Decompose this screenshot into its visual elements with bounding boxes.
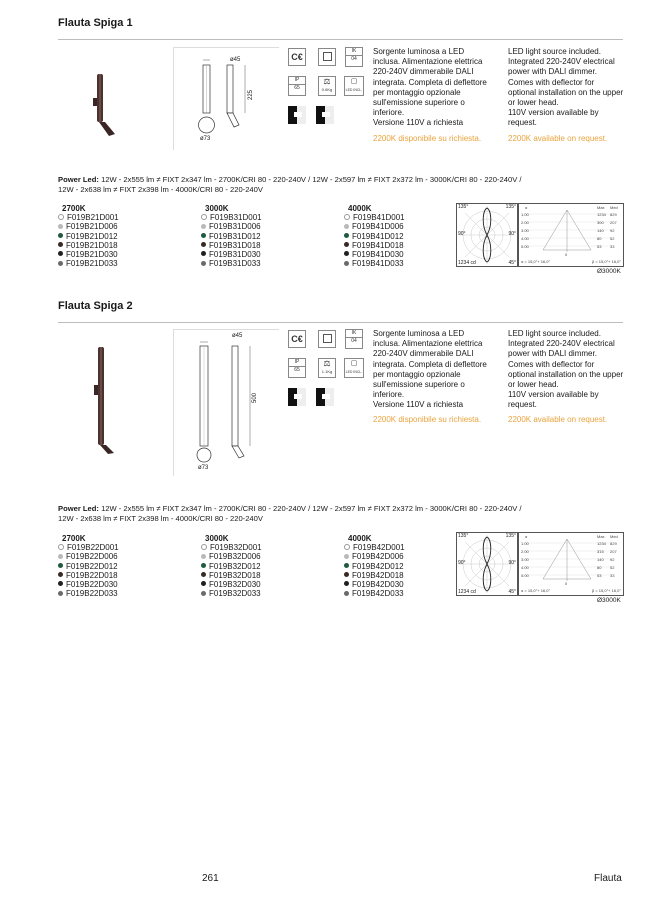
finish-dot [344, 554, 349, 559]
text: 0 [565, 252, 568, 257]
text: 140 [597, 557, 604, 562]
finish-dot [201, 233, 206, 238]
text: 92 [610, 557, 615, 562]
finish-dot [344, 563, 349, 568]
code-item [344, 589, 405, 598]
finish-dot [58, 544, 64, 550]
ip-label: IP [294, 77, 300, 83]
text: or lower head. [508, 380, 559, 390]
code-item [344, 562, 405, 571]
text: 45° [508, 589, 516, 595]
text: 135° [505, 533, 516, 539]
text: inclusa. Alimentazione elettrica [373, 339, 483, 349]
text: 5.00 [521, 573, 529, 578]
ce-mark-icon: C€ [288, 48, 306, 66]
text: 33 [610, 244, 615, 249]
text: per montaggio opzionale [373, 87, 461, 97]
finish-dot [201, 251, 206, 256]
finish-dot [58, 251, 63, 256]
mounting-icon-1 [288, 106, 306, 124]
text: F019B41D030 [352, 250, 404, 260]
text: F019B21D001 [67, 213, 119, 223]
power-line-2: 12W - 2x638 lm ≠ FIXT 2x398 lm - 4000K/CRI 80 - 220-240V [58, 185, 263, 194]
text: power with DALI dimmer. [508, 349, 597, 359]
text: Versione 110V a richiesta [373, 118, 464, 128]
finish-dot [58, 261, 63, 266]
text: 1234 cd [458, 589, 476, 595]
text: 4000K [348, 204, 372, 213]
note-english: 2200K available on request. [508, 134, 608, 143]
weight-value: 1.1Kg [321, 369, 333, 374]
power-led-spec [58, 504, 628, 524]
code-item [201, 589, 262, 598]
text: optional installation on the upper [508, 369, 624, 379]
code-item [201, 232, 262, 241]
finish-dot [344, 242, 349, 247]
finish-dot [201, 572, 206, 577]
ik-label: IK [351, 48, 357, 54]
text: 300 [597, 220, 604, 225]
description-english [508, 329, 638, 411]
text: inclusa. Alimentazione elettrica [373, 57, 483, 67]
finish-dot [58, 242, 63, 247]
ik-value: 04 [346, 55, 362, 63]
finish-dot [201, 224, 206, 229]
text: sull'emissione superiore o [373, 98, 465, 108]
product-1-dimension-drawing [195, 55, 275, 147]
text: 4.00 [521, 236, 529, 241]
finish-dot [344, 544, 350, 550]
text: F019B42D012 [352, 561, 404, 571]
text: 315 [597, 549, 604, 554]
code-item [58, 571, 119, 580]
description-english [508, 47, 638, 129]
text: F019B22D001 [67, 543, 119, 553]
text: F019B42D018 [352, 570, 404, 580]
led-included-icon: ▢ LED INCL. [344, 76, 364, 96]
code-item [201, 562, 262, 571]
text: β = 15,0°+ 16,0° [591, 588, 621, 593]
text: 52 [610, 236, 615, 241]
text: integrata. Completa di deflettore [373, 77, 487, 87]
code-item [58, 241, 119, 250]
code-item [201, 250, 262, 259]
finish-dot [201, 554, 206, 559]
code-item [201, 543, 262, 552]
finish-dot [344, 224, 349, 229]
code-item [58, 213, 119, 222]
text: 1234 cd [458, 260, 476, 266]
power-line-1: 12W - 2x555 lm ≠ FIXT 2x347 lm - 2700K/CRI 80 - 220-240V / 12W - 2x597 lm ≠ FIXT 2x372 lm - 3000K/CRI 80 - 220-240V / [101, 175, 522, 184]
dim-base: ø73 [200, 136, 211, 142]
code-item [344, 213, 405, 222]
code-item [201, 552, 262, 561]
text: 140 [597, 228, 604, 233]
text: F019B21D033 [66, 259, 118, 269]
class-ii-icon [318, 330, 336, 348]
product-2-title: Flauta Spiga 2 [58, 300, 133, 312]
text: Integrated 220-240V electrical [508, 339, 615, 349]
finish-dot [58, 563, 63, 568]
cone-diagram [518, 203, 624, 267]
finish-dot [201, 544, 207, 550]
power-line-1: 12W - 2x555 lm ≠ FIXT 2x347 lm - 2700K/CRI 80 - 220-240V / 12W - 2x597 lm ≠ FIXT 2x372 lm - 3000K/CRI 80 - 220-240V / [101, 504, 522, 513]
code-column-2700k [58, 534, 119, 598]
text: F019B32D006 [209, 552, 261, 562]
text: Med [610, 205, 618, 210]
text: power with DALI dimmer. [508, 67, 597, 77]
text: 110V version available by [508, 108, 599, 118]
code-item [344, 222, 405, 231]
text: 4.00 [521, 565, 529, 570]
text: 53 [597, 244, 602, 249]
finish-dot [344, 261, 349, 266]
text: β = 15,0°+ 16,0° [591, 259, 621, 264]
text: F019B42D033 [352, 589, 404, 599]
finish-dot [344, 581, 349, 586]
code-item [344, 552, 405, 561]
ik-rating [345, 47, 363, 67]
ip-label: IP [294, 359, 300, 365]
power-led-spec [58, 175, 628, 195]
section-name: Flauta [594, 873, 622, 884]
code-item [344, 259, 405, 268]
led-included-icon: ▢ LED INCL. [344, 358, 364, 378]
code-column-4000k [344, 534, 405, 598]
photometry-label: Ø3000K [597, 268, 621, 275]
finish-dot [344, 572, 349, 577]
note-italian: 2200K disponibile su richiesta. [373, 415, 482, 424]
text: F019B31D001 [210, 213, 262, 223]
finish-dot [201, 261, 206, 266]
text: 829 [610, 212, 617, 217]
text: F019B41D033 [352, 259, 404, 269]
text: F019B21D018 [66, 240, 118, 250]
page-number: 261 [202, 873, 219, 884]
class-ii-icon [318, 48, 336, 66]
text: F019B42D030 [352, 580, 404, 590]
text: F019B22D006 [66, 552, 118, 562]
text: Max [597, 534, 605, 539]
text: 829 [610, 541, 617, 546]
text: F019B21D006 [66, 222, 118, 232]
code-item [201, 241, 262, 250]
text: 80 [597, 565, 602, 570]
text: 90° [508, 231, 516, 237]
text: Comes with deflector for [508, 77, 595, 87]
text: 3.00 [521, 557, 529, 562]
divider [58, 39, 623, 40]
finish-dot [58, 554, 63, 559]
text: 3.00 [521, 228, 529, 233]
text: F019B42D006 [352, 552, 404, 562]
code-item [58, 222, 119, 231]
polar-diagram [456, 203, 518, 267]
weight-value: 0.6Kg [321, 87, 333, 92]
text: 1.00 [521, 212, 529, 217]
photometry-label: Ø3000K [597, 597, 621, 604]
text: or lower head. [508, 98, 559, 108]
text: 53 [597, 573, 602, 578]
code-item [344, 571, 405, 580]
dim-diameter: ø45 [230, 57, 241, 63]
text: 1234 [597, 541, 606, 546]
text: 220-240V dimmerabile DALI [373, 349, 474, 359]
finish-dot [58, 233, 63, 238]
finish-dot [344, 233, 349, 238]
text: F019B31D018 [209, 240, 261, 250]
code-item [58, 580, 119, 589]
text: request. [508, 400, 537, 410]
text: Max [597, 205, 605, 210]
code-item [201, 571, 262, 580]
text: 90° [458, 560, 466, 566]
text: 45° [508, 260, 516, 266]
text: F019B41D006 [352, 222, 404, 232]
dim-base: ø73 [198, 465, 209, 471]
product-2-photo [88, 345, 122, 455]
text: Sorgente luminosa a LED [373, 329, 465, 338]
code-item [58, 250, 119, 259]
polar-diagram [456, 532, 518, 596]
ip-value: 65 [289, 366, 305, 374]
code-item [344, 580, 405, 589]
text: F019B22D012 [66, 561, 118, 571]
code-item [58, 589, 119, 598]
text: Sorgente luminosa a LED [373, 47, 465, 56]
ip-value: 65 [289, 84, 305, 92]
code-item [201, 259, 262, 268]
text: F019B31D033 [209, 259, 261, 269]
text: 3000K [205, 204, 229, 213]
text: sull'emissione superiore o [373, 380, 465, 390]
code-item [201, 213, 262, 222]
ik-label: IK [351, 330, 357, 336]
text: F019B22D033 [66, 589, 118, 599]
text: F019B32D033 [209, 589, 261, 599]
text: Versione 110V a richiesta [373, 400, 464, 410]
text: inferiore. [373, 390, 405, 400]
finish-dot [201, 581, 206, 586]
code-item [58, 259, 119, 268]
text: 80 [597, 236, 602, 241]
description-italian [373, 47, 503, 129]
text: 220-240V dimmerabile DALI [373, 67, 474, 77]
finish-dot [58, 214, 64, 220]
finish-dot [58, 572, 63, 577]
code-item [344, 250, 405, 259]
code-item [58, 232, 119, 241]
text: F019B31D030 [209, 250, 261, 260]
led-included-label: LED INCL. [345, 370, 363, 374]
text: optional installation on the upper [508, 87, 624, 97]
dim-height: 225 [248, 89, 255, 101]
code-item [201, 222, 262, 231]
finish-dot [344, 251, 349, 256]
text: 1.00 [521, 541, 529, 546]
text: F019B41D018 [352, 240, 404, 250]
text: integrata. Completa di deflettore [373, 359, 487, 369]
code-column-4000k [344, 204, 405, 268]
text: α [525, 534, 528, 539]
text: α = 15,0°+ 16,0° [521, 259, 551, 264]
text: F019B32D030 [209, 580, 261, 590]
ip-rating [288, 358, 306, 378]
text: 1234 [597, 212, 606, 217]
power-label: Power Led: [58, 175, 99, 184]
mounting-icon-1 [288, 388, 306, 406]
product-1-photo [85, 70, 125, 140]
text: 2700K [62, 204, 86, 213]
text: F019B42D001 [353, 543, 405, 553]
text: F019B21D030 [66, 250, 118, 260]
text: F019B41D001 [353, 213, 405, 223]
dim-height: 500 [252, 392, 259, 404]
text: per montaggio opzionale [373, 369, 461, 379]
product-2-dimension-drawing [192, 338, 274, 470]
finish-dot [58, 581, 63, 586]
text: 5.00 [521, 244, 529, 249]
text: α [525, 205, 528, 210]
text: LED light source included. [508, 47, 601, 56]
text: 90° [458, 231, 466, 237]
text: 4000K [348, 534, 372, 543]
text: F019B21D012 [66, 231, 118, 241]
code-item [344, 543, 405, 552]
weight-icon: ⚖ 0.6Kg [318, 76, 336, 96]
text: 2700K [62, 534, 86, 543]
finish-dot [201, 214, 207, 220]
text: F019B41D012 [352, 231, 404, 241]
led-included-label: LED INCL. [345, 88, 363, 92]
note-english: 2200K available on request. [508, 415, 608, 424]
text: LED light source included. [508, 329, 601, 338]
text: 207 [610, 220, 617, 225]
text: 92 [610, 228, 615, 233]
text: F019B31D012 [209, 231, 261, 241]
text: 52 [610, 565, 615, 570]
divider [58, 322, 623, 323]
finish-dot [344, 214, 350, 220]
text: F019B22D030 [66, 580, 118, 590]
description-italian [373, 329, 503, 411]
text: 110V version available by [508, 390, 599, 400]
text: F019B31D006 [209, 222, 261, 232]
text: Comes with deflector for [508, 359, 595, 369]
text: 33 [610, 573, 615, 578]
code-column-3000k [201, 534, 262, 598]
text: inferiore. [373, 108, 405, 118]
text: 90° [508, 560, 516, 566]
finish-dot [58, 224, 63, 229]
dim-diameter: ø45 [232, 333, 243, 339]
text: F019B32D012 [209, 561, 261, 571]
text: request. [508, 118, 537, 128]
text: Med [610, 534, 618, 539]
ip-rating [288, 76, 306, 96]
code-item [201, 580, 262, 589]
ce-mark-icon: C€ [288, 330, 306, 348]
code-item [58, 543, 119, 552]
cone-diagram [518, 532, 624, 596]
text: F019B32D001 [210, 543, 262, 553]
power-line-2: 12W - 2x638 lm ≠ FIXT 2x398 lm - 4000K/CRI 80 - 220-240V [58, 514, 263, 523]
mounting-icon-2 [316, 388, 334, 406]
text: 135° [458, 204, 469, 210]
ik-rating [345, 329, 363, 349]
text: 2.00 [521, 220, 529, 225]
code-item [344, 241, 405, 250]
power-label: Power Led: [58, 504, 99, 513]
finish-dot [344, 591, 349, 596]
text: α = 15,0°+ 16,0° [521, 588, 551, 593]
finish-dot [201, 242, 206, 247]
code-item [58, 552, 119, 561]
text: 0 [565, 581, 568, 586]
mounting-icon-2 [316, 106, 334, 124]
text: F019B32D018 [209, 570, 261, 580]
finish-dot [58, 591, 63, 596]
text: 135° [458, 533, 469, 539]
code-item [344, 232, 405, 241]
ik-value: 04 [346, 337, 362, 345]
text: 3000K [205, 534, 229, 543]
text: Integrated 220-240V electrical [508, 57, 615, 67]
text: 135° [505, 204, 516, 210]
code-item [58, 562, 119, 571]
weight-icon: ⚖ 1.1Kg [318, 358, 336, 378]
text: F019B22D018 [66, 570, 118, 580]
finish-dot [201, 591, 206, 596]
code-column-2700k [58, 204, 119, 268]
note-italian: 2200K disponibile su richiesta. [373, 134, 482, 143]
finish-dot [201, 563, 206, 568]
text: 2.00 [521, 549, 529, 554]
text: 207 [610, 549, 617, 554]
product-1-title: Flauta Spiga 1 [58, 17, 133, 29]
code-column-3000k [201, 204, 262, 268]
